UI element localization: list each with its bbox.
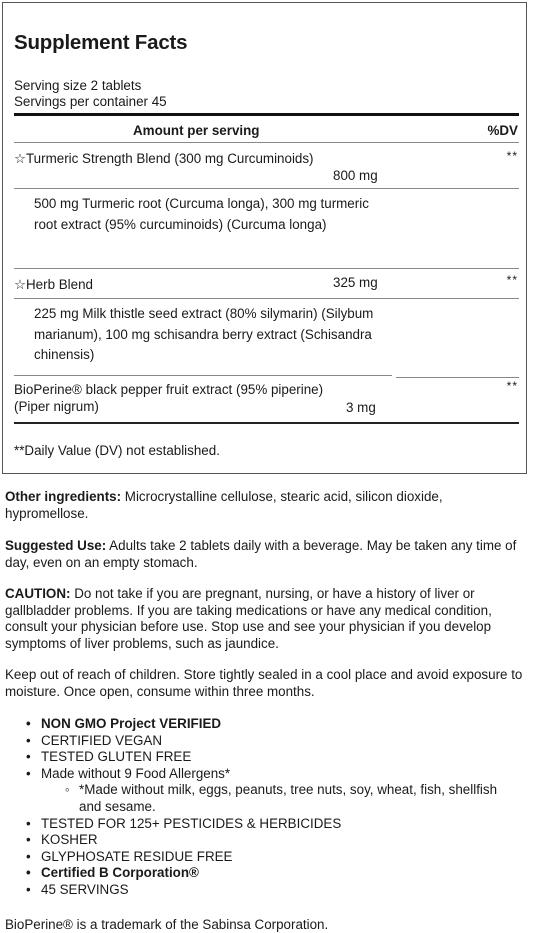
row-divider-right — [396, 377, 519, 378]
claims-list — [0, 716, 519, 899]
row-divider — [14, 298, 519, 299]
claim-item: • Certified B Corporation® — [41, 865, 519, 882]
facts-title: Supplement Facts — [14, 31, 188, 54]
claim-item: • 45 SERVINGS — [41, 882, 519, 899]
dv-header: %DV — [487, 123, 518, 138]
other-ingredients-label: Other ingredients: — [5, 489, 122, 504]
dv-turmeric: ** — [506, 149, 518, 163]
amount-bioperine: 3 mg — [346, 400, 376, 415]
header-divider — [14, 142, 519, 143]
trademark-footer: BioPerine® is a trademark of the Sabinsa Corporation. — [5, 917, 329, 932]
dv-herb-blend: ** — [506, 273, 518, 287]
claim-item: • GLYPHOSATE RESIDUE FREE — [41, 849, 519, 866]
suggested-use-label: Suggested Use: — [5, 538, 107, 553]
thick-divider — [14, 113, 519, 116]
suggested-use — [5, 538, 525, 571]
amount-herb-blend: 325 mg — [333, 275, 378, 290]
ingredient-bioperine-latin: (Piper nigrum) — [14, 399, 99, 414]
herb-blend-detail: 225 mg Milk thistle seed extract (80% silymarin) (Silybum marianum), 100 mg schisandra berry extract (Schisandra chinensis) — [34, 306, 374, 362]
claim-item: • CERTIFIED VEGAN — [41, 733, 519, 750]
claim-item: • TESTED GLUTEN FREE — [41, 749, 519, 766]
supplement-facts-panel — [2, 2, 527, 474]
claim-item: • TESTED FOR 125+ PESTICIDES & HERBICIDES — [41, 816, 519, 833]
claim-item — [41, 766, 519, 816]
amount-turmeric: 800 mg — [333, 168, 378, 183]
caution-text: Do not take if you are pregnant, nursing, or have a history of liver or gallbladder problems. If you are taking medications or have any medical condition, consult your physician before use. Stop use and see your physician if you develop symptoms of liver problems, such as jaundice. — [5, 586, 492, 651]
allergen-note: ◦ *Made without milk, eggs, peanuts, tree nuts, soy, wheat, fish, shellfish and sesame. — [79, 782, 519, 815]
storage-instructions: Keep out of reach of children. Store tightly sealed in a cool place and avoid exposure to moisture. Once open, consume within three months. — [5, 667, 523, 699]
row-divider — [14, 188, 519, 189]
ingredient-turmeric-blend: ☆Turmeric Strength Blend (300 mg Curcuminoids) — [14, 151, 314, 166]
claim-item: • KOSHER — [41, 832, 519, 849]
caution-label: CAUTION: — [5, 586, 71, 601]
caution — [5, 586, 525, 652]
serving-size: Serving size 2 tablets — [14, 78, 142, 93]
dv-bioperine: ** — [506, 379, 518, 393]
ingredient-herb-blend: ☆Herb Blend — [14, 277, 93, 292]
suggested-use-text: Adults take 2 tablets daily with a beverage. May be taken any time of day, even on an empty stomach. — [5, 538, 517, 570]
claim-allergens: Made without 9 Food Allergens* — [41, 765, 231, 781]
row-divider-partial — [14, 375, 392, 376]
other-ingredients-text: Microcrystalline cellulose, stearic acid, silicon dioxide, hypromellose. — [5, 489, 443, 521]
dv-footnote: **Daily Value (DV) not established. — [14, 443, 220, 458]
footer-divider — [14, 422, 519, 424]
row-divider — [14, 268, 519, 269]
other-ingredients — [5, 489, 525, 522]
allergen-sublist — [41, 782, 519, 815]
claim-item: • NON GMO Project VERIFIED — [41, 716, 519, 733]
servings-per-container: Servings per container 45 — [14, 94, 167, 109]
amount-per-serving-header: Amount per serving — [133, 123, 260, 138]
turmeric-blend-detail: 500 mg Turmeric root (Curcuma longa), 300 mg turmeric root extract (95% curcuminoids) (Curcuma longa) — [34, 196, 369, 232]
ingredient-bioperine: BioPerine® black pepper fruit extract (95% piperine) — [14, 382, 324, 397]
